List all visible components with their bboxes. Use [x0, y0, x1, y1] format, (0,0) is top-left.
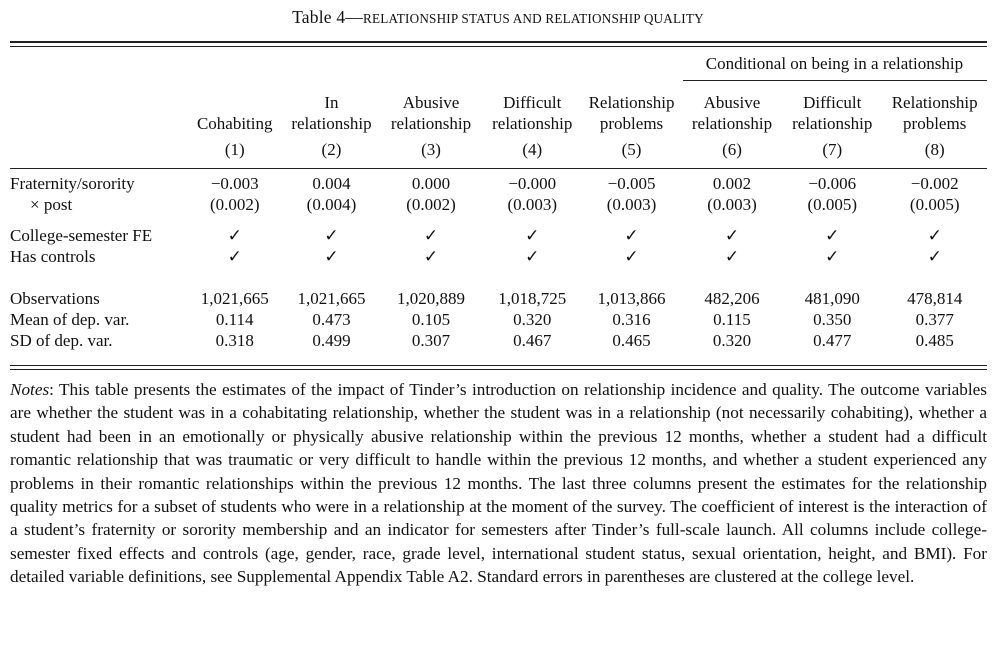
std-error-row	[10, 194, 987, 215]
col-8-line2: problems	[903, 114, 967, 133]
sd-6: 0.320	[712, 331, 752, 350]
check-icon: ✓	[525, 247, 540, 266]
coef-1: −0.003	[210, 174, 259, 193]
check-icon: ✓	[624, 247, 639, 266]
check-icon: ✓	[324, 247, 339, 266]
col-7-num: (7)	[822, 140, 843, 159]
check-icon: ✓	[825, 226, 840, 245]
bottom-rule-2	[10, 369, 987, 370]
col-1-line1	[185, 92, 284, 113]
col-4-num: (4)	[522, 140, 543, 159]
check-icon: ✓	[724, 226, 740, 245]
conditional-header-row	[10, 52, 987, 82]
controls-row	[10, 246, 987, 267]
coef-5: −0.005	[607, 174, 656, 193]
fe-label: College-semester FE	[10, 226, 153, 245]
col-2-num: (2)	[321, 140, 342, 159]
sd-4: 0.467	[513, 331, 552, 350]
col-5-line1: Relationship	[588, 93, 675, 112]
coef-3: 0.000	[411, 174, 451, 193]
sd-row	[10, 330, 987, 351]
sd-1: 0.318	[215, 331, 254, 350]
obs-8: 478,814	[907, 289, 963, 308]
notes-text: : This table presents the estimates of the impact of Tinder’s introduction on relationship incidence and quality. The outcome variables are whether the student was in a cohabitating relationship, whether the student was in a relationship (not necessarily cohabiting), whether a student had been in an emotionally or physically abusive relationship within the previous 12 months, whether a student had a difficult romantic relationship that was traumatic or very difficult to handle within the previous 12 months, and whether a student experienced any problems in their romantic relationships within the previous 12 months. The last three columns present the estimates for the relationship quality metrics for a subset of students who were in a relationship at the moment of the survey. The coefficient of interest is the interaction of a student’s fraternity or sorority membership and an indicator for semesters after Tinder’s full-scale launch. All columns include college-semester fixed effects and controls (age, gender, race, grade level, international student status, sexual orientation, height, and BMI). For detailed variable definitions, see Supplemental Appendix Table A2. Standard errors in parentheses are clustered at the college level.	[10, 380, 987, 587]
mean-5: 0.316	[612, 310, 651, 329]
col-4-line1: Difficult	[503, 93, 562, 112]
check-icon: ✓	[227, 226, 242, 245]
table-notes	[10, 378, 987, 589]
col-1-line2: Cohabiting	[196, 114, 273, 133]
controls-label: Has controls	[10, 247, 96, 266]
sd-3: 0.307	[411, 331, 451, 350]
sd-5: 0.465	[612, 331, 651, 350]
col-3-line2: relationship	[390, 114, 472, 133]
se-1: (0.002)	[209, 195, 260, 214]
table-title-main: RELATIONSHIP STATUS AND RELATIONSHIP QUALITY	[362, 11, 704, 26]
observations-row	[10, 288, 987, 309]
mean-4: 0.320	[513, 310, 552, 329]
conditional-header: Conditional on being in a relationship	[705, 54, 964, 73]
table-title	[0, 7, 996, 28]
coefficient-row	[10, 173, 987, 194]
col-2-line2: relationship	[291, 114, 372, 133]
bottom-rule	[10, 365, 987, 366]
mean-row	[10, 309, 987, 330]
fe-row	[10, 225, 987, 246]
sd-8: 0.485	[915, 331, 954, 350]
check-icon: ✓	[324, 226, 339, 245]
coef-4: −0.000	[508, 174, 557, 193]
obs-1: 1,021,665	[200, 289, 269, 308]
check-icon: ✓	[624, 226, 639, 245]
se-3: (0.002)	[406, 195, 456, 214]
table-title-prefix: Table 4—	[292, 7, 363, 27]
col-3-num: (3)	[421, 140, 441, 159]
col-5-num: (5)	[621, 140, 642, 159]
coef-label-post: × post	[30, 195, 73, 214]
col-6-line2: relationship	[691, 114, 773, 133]
column-header-line2	[10, 113, 987, 134]
mean-6: 0.115	[713, 310, 751, 329]
mean-8: 0.377	[915, 310, 954, 329]
coef-6: 0.002	[712, 174, 752, 193]
check-icon: ✓	[724, 247, 740, 266]
notes-lead: Notes	[10, 380, 50, 399]
obs-label: Observations	[10, 289, 100, 308]
check-icon: ✓	[927, 247, 942, 266]
header-rule	[10, 168, 987, 169]
col-6-num: (6)	[722, 140, 742, 159]
mean-1: 0.114	[215, 310, 254, 329]
se-5: (0.003)	[606, 195, 657, 214]
mean-label: Mean of dep. var.	[10, 310, 130, 329]
se-8: (0.005)	[909, 195, 960, 214]
col-8-line1: Relationship	[891, 93, 978, 112]
obs-4: 1,018,725	[498, 289, 567, 308]
obs-2: 1,021,665	[297, 289, 366, 308]
mean-7: 0.350	[813, 310, 852, 329]
col-4-line2: relationship	[492, 114, 573, 133]
col-5-line2: problems	[599, 114, 664, 133]
coef-2: 0.004	[312, 174, 351, 193]
check-icon: ✓	[927, 226, 942, 245]
conditional-underline	[683, 80, 987, 81]
obs-3: 1,020,889	[397, 289, 466, 308]
results-table	[10, 52, 987, 351]
check-icon: ✓	[423, 226, 439, 245]
obs-7: 481,090	[804, 289, 860, 308]
top-rule-thin	[10, 46, 987, 47]
col-7-line2: relationship	[792, 114, 873, 133]
column-header-line1	[10, 92, 987, 113]
column-number-row	[10, 134, 987, 161]
check-icon: ✓	[423, 247, 439, 266]
se-6: (0.003)	[707, 195, 757, 214]
check-icon: ✓	[227, 247, 242, 266]
se-2: (0.004)	[306, 195, 357, 214]
coef-7: −0.006	[808, 174, 857, 193]
obs-6: 482,206	[704, 289, 760, 308]
col-6-line1: Abusive	[703, 93, 761, 112]
top-rule	[10, 41, 987, 43]
check-icon: ✓	[825, 247, 840, 266]
se-7: (0.005)	[807, 195, 858, 214]
obs-5: 1,013,866	[597, 289, 666, 308]
col-3-line1: Abusive	[402, 93, 460, 112]
col-7-line1: Difficult	[803, 93, 862, 112]
sd-7: 0.477	[813, 331, 852, 350]
mean-3: 0.105	[411, 310, 451, 329]
col-1-num: (1)	[224, 140, 245, 159]
col-2-line1: In	[324, 93, 339, 112]
mean-2: 0.473	[312, 310, 351, 329]
sd-label: SD of dep. var.	[10, 331, 113, 350]
coef-label: Fraternity/sorority	[10, 174, 135, 193]
se-4: (0.003)	[507, 195, 558, 214]
check-icon: ✓	[525, 226, 540, 245]
col-8-num: (8)	[924, 140, 945, 159]
sd-2: 0.499	[312, 331, 351, 350]
coef-8: −0.002	[910, 174, 959, 193]
